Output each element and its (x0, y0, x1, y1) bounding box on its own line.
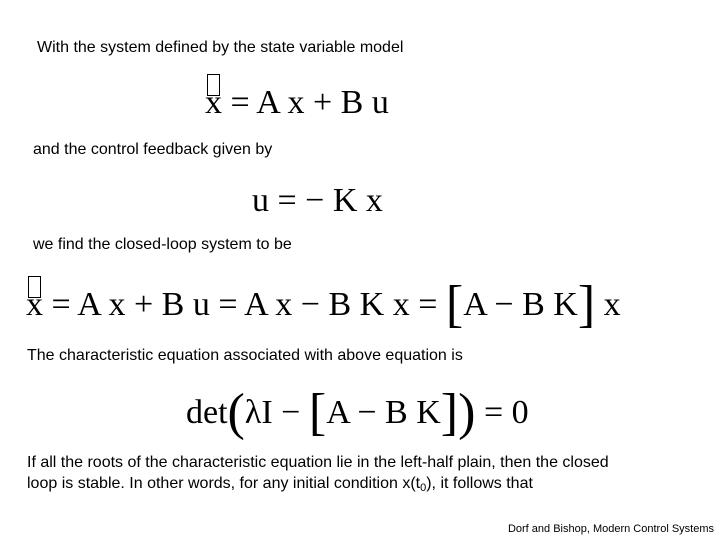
open-bracket: [ (445, 276, 464, 333)
det-operator: det (186, 394, 228, 431)
stability-paragraph (27, 452, 707, 499)
close-bracket: ] (577, 276, 596, 333)
x-dot-symbol: x (26, 288, 43, 322)
missing-glyph-icon (28, 276, 41, 298)
open-paren: ( (227, 384, 245, 441)
closed-loop-text: we find the closed-loop system to be (33, 236, 292, 253)
stability-line-2-after: ), it follows that (426, 475, 533, 492)
lambda-term: λI − (244, 394, 301, 431)
x-dot-symbol: x (205, 86, 222, 120)
feedback-equation: u = − K x (252, 182, 383, 219)
state-model-equation (205, 86, 389, 120)
close-paren: ) (458, 384, 476, 441)
open-bracket: [ (308, 384, 327, 441)
stability-line-2-before: loop is stable. In other words, for any initial condition x(t (27, 475, 421, 492)
source-credit: Dorf and Bishop, Modern Control Systems (507, 523, 714, 535)
missing-glyph-icon (207, 74, 220, 96)
stability-line-1: If all the roots of the characteristic equation lie in the left-half plain, then the closed (27, 454, 609, 471)
subscript-zero: 0 (420, 482, 427, 494)
closed-loop-tail: x (603, 286, 621, 323)
characteristic-text: The characteristic equation associated with above equation is (27, 347, 463, 364)
close-bracket: ] (440, 384, 459, 441)
state-model-rhs: = A x + B u (230, 84, 389, 121)
characteristic-equation (186, 384, 529, 441)
feedback-text: and the control feedback given by (33, 141, 273, 158)
closed-loop-matrix: A − B K (463, 286, 578, 323)
char-matrix: A − B K (326, 394, 441, 431)
closed-loop-equation (26, 276, 621, 333)
closed-loop-rhs: = A x + B u = A x − B K x = (51, 286, 438, 323)
intro-text: With the system defined by the state variable model (37, 39, 404, 56)
char-rhs: = 0 (483, 394, 529, 431)
